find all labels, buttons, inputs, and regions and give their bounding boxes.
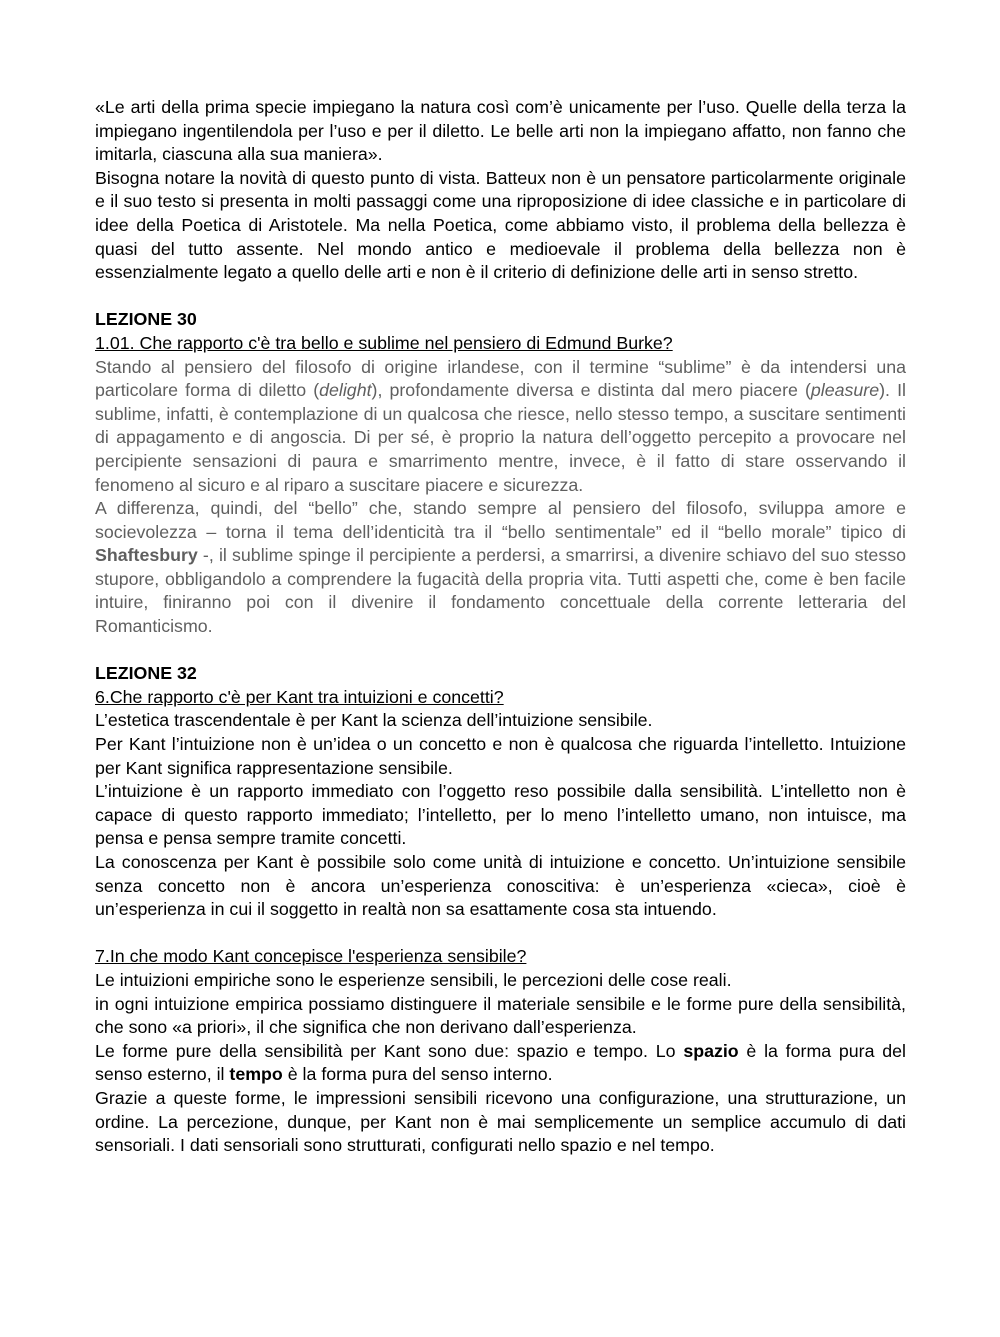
- shaftesbury-term: Shaftesbury: [95, 545, 198, 566]
- tempo-term: tempo: [229, 1064, 283, 1085]
- document-page: [95, 96, 906, 1158]
- question-6: 6.Che rapporto c'è per Kant tra intuizioni e concetti?: [95, 686, 504, 707]
- question-6-paragraph-3: L’intuizione è un rapporto immediato con l’oggetto reso possibile dalla sensibilità. L’intelletto non è capace di questo rapporto immediato; l’intelletto, per lo meno l’intelletto umano, non intuisce, ma pensa e pensa sempre tramite concetti.: [95, 781, 906, 849]
- spacer: [95, 922, 906, 946]
- question-7-paragraph-4: Grazie a queste forme, le impressioni sensibili ricevono una configurazione, una strutturazione, un ordine. La percezione, dunque, per Kant non è mai semplicemente un semplice accumulo di dati sensoriali. I dati sensoriali sono strutturati, configurati nello spazio e nel tempo.: [95, 1087, 906, 1156]
- lesson-30-question: 1.01. Che rapporto c'è tra bello e sublime nel pensiero di Edmund Burke?: [95, 332, 673, 353]
- question-7-paragraph-1: Le intuizioni empiriche sono le esperienze sensibili, le percezioni delle cose reali.: [95, 969, 732, 990]
- question-7-paragraph-2: in ogni intuizione empirica possiamo distinguere il materiale sensibile e le forme pure della sensibilità, che sono «a priori», il che significa che non derivano dall’esperienza.: [95, 993, 906, 1038]
- spacer: [95, 285, 906, 309]
- spazio-term: spazio: [683, 1040, 739, 1061]
- lesson-30-answer-paragraph-1: Stando al pensiero del filosofo di origine irlandese, con il termine “sublime” è da intendersi una particolare forma di diletto (delight), profondamente diversa e distinta dal mero piacere (pleasure). Il sublime, infatti, è contemplazione di un qualcosa che riesce, nello stesso tempo, a suscitare sentimenti di appagamento e di angoscia. Di per sé, è proprio la natura dell’oggetto percepito a provocare nel percipiente sensazioni di paura e smarrimento mentre, invece, è il fatto di stare osservando il fenomeno al sicuro e al riparo a suscitare piacere e sicurezza.: [95, 356, 906, 495]
- lesson-32-heading: LEZIONE 32: [95, 663, 197, 684]
- lesson-30-answer-paragraph-2: A differenza, quindi, del “bello” che, stando sempre al pensiero del filosofo, sviluppa amore e socievolezza – torna il tema dell’identicità tra il “bello sentimentale” ed il “bello morale” tipico di Shaftesbury -, il sublime spinge il percipiente a perdersi, a smarrirsi, a divenire schiavo del suo stesso stupore, obbligandolo a comprendere la fugacità della propria vita. Tutti aspetti che, come è ben facile intuire, finiranno poi con il divenire il fondamento concettuale della corrente letteraria del Romanticismo.: [95, 498, 906, 637]
- intro-paragraph-1: «Le arti della prima specie impiegano la natura così com’è unicamente per l’uso. Quelle della terza la impiegano ingentilendola per l’uso e per il diletto. Le belle arti non la impiegano affatto, non fanno che imitarla, ciascuna alla sua maniera».: [95, 97, 906, 165]
- question-7-paragraph-3: Le forme pure della sensibilità per Kant sono due: spazio e tempo. Lo spazio è la forma pura del senso esterno, il tempo è la forma pura del senso interno.: [95, 1040, 906, 1085]
- intro-paragraph-2: Bisogna notare la novità di questo punto di vista. Batteux non è un pensatore particolarmente originale e il suo testo si presenta in molti passaggi come una riproposizione di idee classiche e in particolare di idee della Poetica di Aristotele. Ma nella Poetica, come abbiamo visto, il problema della bellezza è quasi del tutto assente. Nel mondo antico e medioevale il problema della bellezza non è essenzialmente legato a quello delle arti e non è il criterio di definizione delle arti in senso stretto.: [95, 167, 906, 283]
- question-6-paragraph-4: La conoscenza per Kant è possibile solo come unità di intuizione e concetto. Un’intuizione sensibile senza concetto non è ancora un’esperienza conoscitiva: è un’esperienza «cieca», cioè è un’esperienza in cui il soggetto in realtà non sa esattamente cosa sta intuendo.: [95, 852, 906, 920]
- delight-term: delight: [319, 380, 372, 401]
- question-7: 7.In che modo Kant concepisce l'esperienza sensibile?: [95, 946, 527, 967]
- pleasure-term: pleasure: [810, 380, 880, 401]
- question-6-paragraph-2: Per Kant l’intuizione non è un’idea o un concetto e non è qualcosa che riguarda l’intelletto. Intuizione per Kant significa rappresentazione sensibile.: [95, 734, 906, 778]
- question-6-paragraph-1: L’estetica trascendentale è per Kant la scienza dell’intuizione sensibile.: [95, 710, 653, 731]
- spacer: [95, 639, 906, 663]
- lesson-30-heading: LEZIONE 30: [95, 309, 197, 330]
